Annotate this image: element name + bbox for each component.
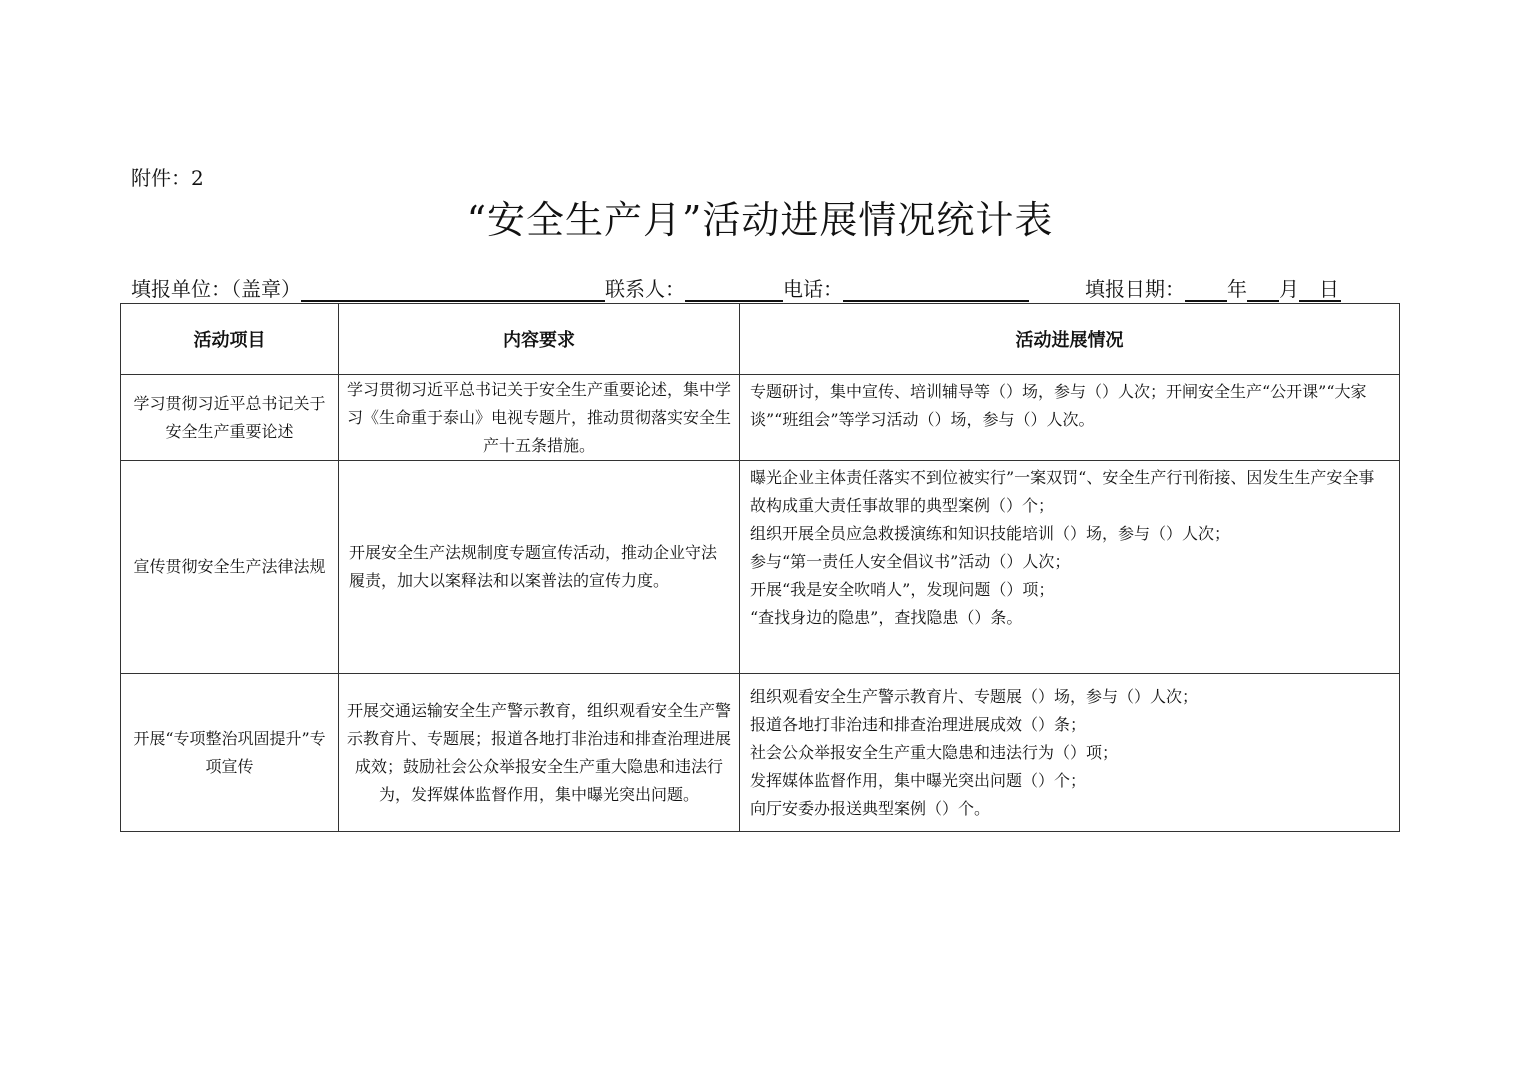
unit-blank[interactable] [301,278,605,302]
year-label: 年 [1227,277,1247,301]
contact-label: 联系人： [605,277,685,301]
activity-item-cell: 开展“专项整治巩固提升”专项宣传 [121,674,339,832]
phone-label: 电话： [783,277,843,301]
table-row [121,375,1400,461]
requirement-cell: 开展安全生产法规制度专题宣传活动，推动企业守法履责，加大以案释法和以案普法的宣传力度。 [339,461,740,674]
table-row [121,461,1400,674]
progress-line: 专题研讨，集中宣传、培训辅导等（）场，参与（）人次；开闸安全生产“公开课”“大家谈”“班组会”等学习活动（）场，参与（）人次。 [750,382,1367,429]
month-blank[interactable] [1247,278,1279,302]
document-title: “安全生产月”活动进展情况统计表 [466,198,1054,242]
requirement-cell: 开展交通运输安全生产警示教育，组织观看安全生产警示教育片、专题展；报道各地打非治违和排查治理进展成效；鼓励社会公众举报安全生产重大隐患和违法行为，发挥媒体监督作用，集中曝光突出问题。 [339,674,740,832]
date-label: 填报日期： [1085,277,1185,301]
activity-item-cell: 学习贯彻习近平总书记关于安全生产重要论述 [121,375,339,461]
progress-line: 发挥媒体监督作用，集中曝光突出问题（）个； [750,771,1087,790]
requirement-cell: 学习贯彻习近平总书记关于安全生产重要论述，集中学习《生命重于泰山》电视专题片，推动贯彻落实安全生产十五条措施。 [339,375,740,461]
table-row [121,674,1400,832]
month-label: 月 [1279,277,1299,301]
header-activity-item: 活动项目 [121,304,339,375]
progress-line: 组织开展全员应急救援演练和知识技能培训（）场，参与（）人次； [750,524,1231,543]
activity-item-cell: 宣传贯彻安全生产法律法规 [121,461,339,674]
header-activity-progress: 活动进展情况 [740,304,1400,375]
progress-line: 报道各地打非治违和排查治理进展成效（）条； [750,715,1087,734]
progress-line: 社会公众举报安全生产重大隐患和违法行为（）项； [750,743,1119,762]
progress-line: 向厅安委办报送典型案例（）个。 [750,799,991,818]
attachment-label: 附件：2 [131,166,204,190]
progress-cell[interactable] [740,674,1400,832]
year-blank[interactable] [1185,278,1227,302]
phone-blank[interactable] [843,278,1029,302]
progress-line: 开展“我是安全吹哨人”，发现问题（）项； [750,580,1055,599]
progress-line: “查找身边的隐患”，查找隐患（）条。 [750,608,1023,627]
progress-line: 参与“第一责任人安全倡议书”活动（）人次； [750,552,1071,571]
progress-line: 组织观看安全生产警示教育片、专题展（）场，参与（）人次； [750,687,1199,706]
day-label: 日 [1319,277,1339,301]
statistics-table [120,303,1400,832]
contact-blank[interactable] [685,278,783,302]
unit-label: 填报单位：（盖章） [131,277,301,301]
table-header-row [121,304,1400,375]
header-content-requirement: 内容要求 [339,304,740,375]
fill-in-row [131,276,1393,304]
progress-line: 曝光企业主体责任落实不到位被实行”一案双罚“、安全生产行刊衔接、因发生生产安全事故构成重大责任事故罪的典型案例（）个； [750,468,1375,515]
progress-cell[interactable] [740,375,1400,461]
progress-cell[interactable] [740,461,1400,674]
